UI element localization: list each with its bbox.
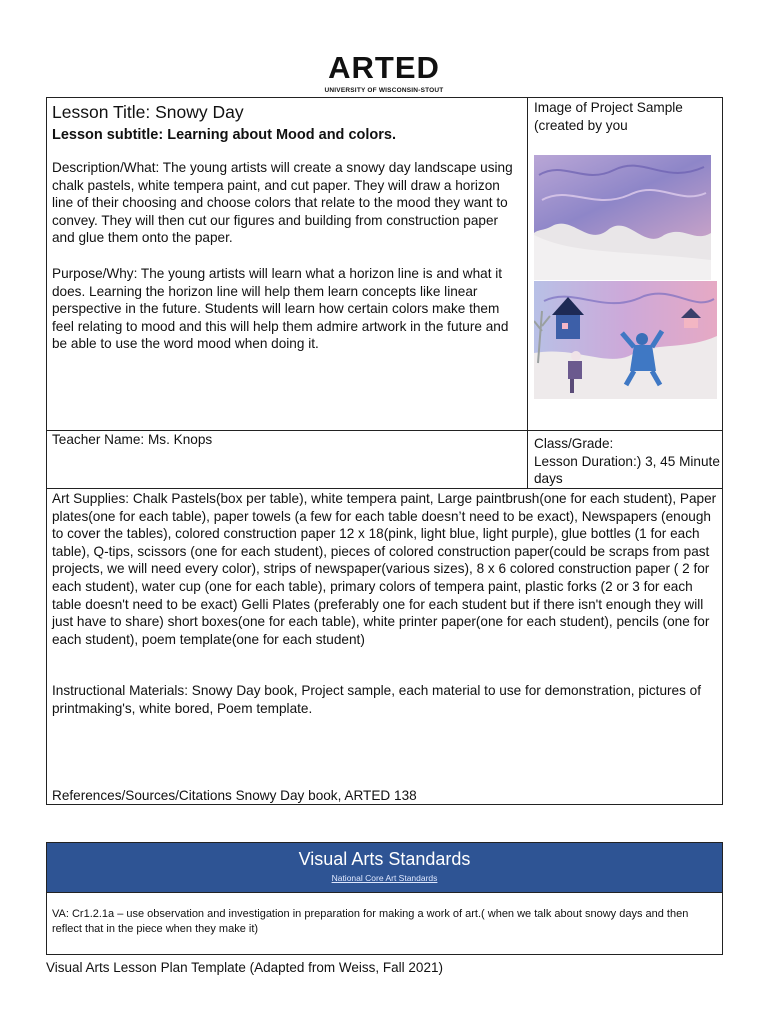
project-image-cell — [527, 97, 723, 431]
lesson-duration: Lesson Duration:) 3, 45 Minute days — [534, 453, 720, 487]
teacher-name: Teacher Name: Ms. Knops — [52, 432, 213, 447]
standards-text: VA: Cr1.2.1a – use observation and investigation in preparation for making a work of art.( when we talk about snowy days and then reflect that in the piece when they make it) — [52, 908, 689, 935]
standards-title: Visual Arts Standards — [298, 849, 471, 869]
lesson-purpose: Purpose/Why: The young artists will learn what a horizon line is and what it does. Learning the horizon line will help them learn concepts like linear perspective in the future. Students will learn how certain colors make them feel relating to mood and this will help them admire artwork in the future and be able to use the word mood when doing it. — [52, 265, 509, 352]
lesson-subtitle: Lesson subtitle: Learning about Mood and colors. — [52, 127, 396, 143]
art-supplies: Art Supplies: Chalk Pastels(box per table), white tempera paint, Large paintbrush(one for each student), Paper plates(one for each table), paper towels (a few for each table doesn’t need to be exact), Newspapers (enough to cover the tables), colored construction paper 12 x 18(pink, light blue, light purple), glue bottles (1 for each table), Q-tips, scissors (one for each student), pieces of colored construction paper(could be scraps from past projects, we will need every color), strips of newspaper(various sizes), 8 x 6 colored construction paper ( 2 for each student), water cup (one for each table), primary colors of tempera paint, plastic forks (2 or 3 for each table doesn't need to be exact) Gelli Plates (preferably one for each student but if there isn't enough they will just have to share) short boxes(one for each table), white printer paper(one for each student), pencils (one for each student), poem template(one for each student) — [52, 491, 717, 647]
supplies-cell — [46, 488, 723, 805]
class-grade-cell — [527, 430, 723, 489]
teacher-cell — [46, 430, 528, 489]
project-sample-image-top — [534, 155, 711, 280]
standards-header — [46, 842, 723, 893]
project-sample-image-bottom — [534, 281, 717, 399]
university-name: UNIVERSITY OF WISCONSIN-STOUT — [324, 87, 444, 94]
page-title: ARTED — [328, 50, 440, 85]
footer-note: Visual Arts Lesson Plan Template (Adapted from Weiss, Fall 2021) — [46, 960, 443, 975]
references: References/Sources/Citations Snowy Day book, ARTED 138 — [52, 788, 417, 803]
lesson-title: Lesson Title: Snowy Day — [52, 102, 244, 122]
lesson-description: Description/What: The young artists will create a snowy day landscape using chalk pastels, white tempera paint, and cut paper. They will draw a horizon line of their choosing and choose colors that relate to the mood they want to convey. They will then cut our figures and building from construction paper and glue them onto the paper. — [52, 160, 513, 246]
standards-link[interactable]: National Core Art Standards — [331, 873, 438, 883]
lesson-info-cell — [46, 97, 528, 431]
standards-body — [46, 892, 723, 955]
image-label: Image of Project Sample (created by you — [534, 100, 683, 133]
class-grade: Class/Grade: — [534, 436, 614, 451]
instructional-materials: Instructional Materials: Snowy Day book, Project sample, each material to use for demonstration, pictures of printmaking's, white bored, Poem template. — [52, 683, 702, 716]
